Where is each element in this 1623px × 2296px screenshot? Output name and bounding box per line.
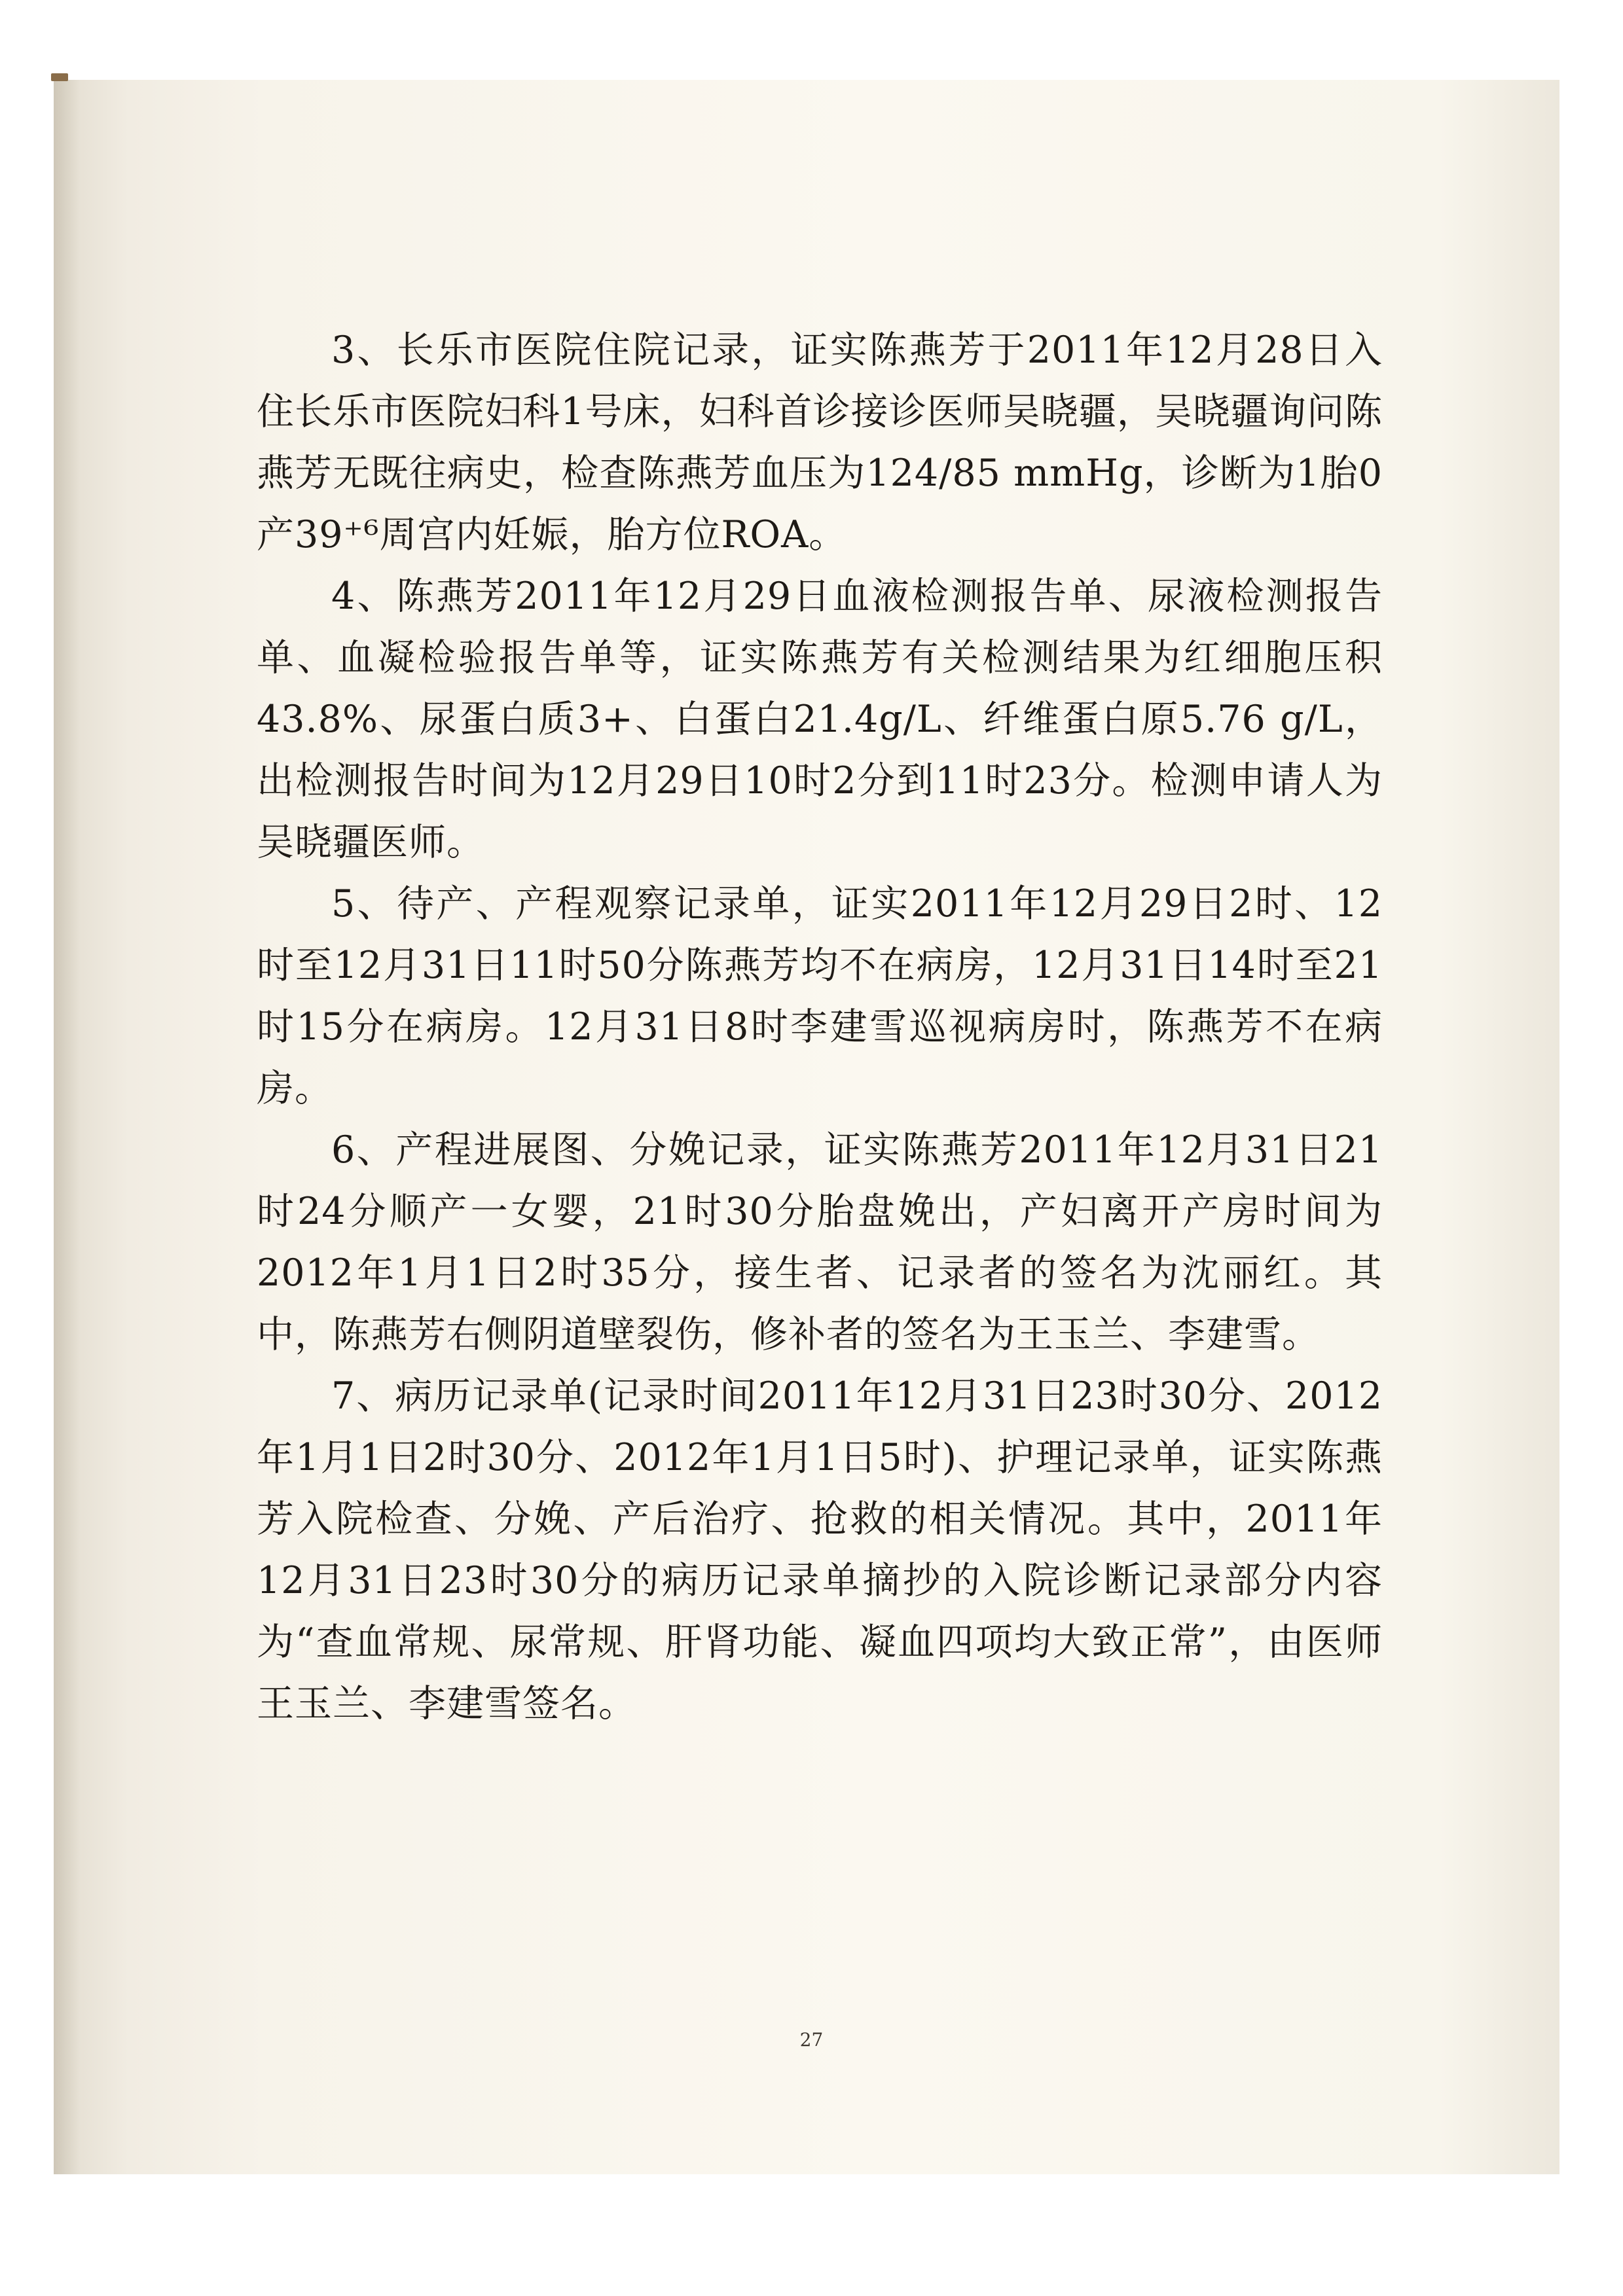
paragraph-3: 3、长乐市医院住院记录，证实陈燕芳于2011年12月28日入住长乐市医院妇科1号床，妇科首诊接诊医师吴晓疆，吴晓疆询问陈燕芳无既往病史，检查陈燕芳血压为124/85 mmHg，诊断为1胎0产39⁺⁶周宫内妊娠，胎方位ROA。 <box>257 329 1383 556</box>
paragraph-7: 7、病历记录单(记录时间2011年12月31日23时30分、2012年1月1日2时30分、2012年1月1日5时)、护理记录单，证实陈燕芳入院检查、分娩、产后治疗、抢救的相关情况。其中，2011年12月31日23时30分的病历记录单摘抄的入院诊断记录部分内容为“查血常规、尿常规、肝肾功能、凝血四项均大致正常”，由医师王玉兰、李建雪签名。 <box>257 1374 1383 1725</box>
page-number: 27 <box>799 2029 824 2051</box>
paragraph-6: 6、产程进展图、分娩记录，证实陈燕芳2011年12月31日21时24分顺产一女婴，21时30分胎盘娩出，产妇离开产房时间为2012年1月1日2时35分，接生者、记录者的签名为沈丽红。其中，陈燕芳右侧阴道壁裂伤，修补者的签名为王玉兰、李建雪。 <box>257 1128 1383 1356</box>
binding-mark <box>51 73 68 81</box>
page-edge-shadow <box>54 80 80 2174</box>
paragraph-4: 4、陈燕芳2011年12月29日血液检测报告单、尿液检测报告单、血凝检验报告单等，证实陈燕芳有关检测结果为红细胞压积43.8%、尿蛋白质3+、白蛋白21.4g/L、纤维蛋白原5.76 g/L，出检测报告时间为12月29日10时2分到11时23分。检测申请人为吴晓疆医师。 <box>257 575 1383 864</box>
paragraph-5: 5、待产、产程观察记录单，证实2011年12月29日2时、12时至12月31日11时50分陈燕芳均不在病房，12月31日14时至21时15分在病房。12月31日8时李建雪巡视病房时，陈燕芳不在病房。 <box>257 882 1383 1110</box>
body-text <box>257 319 1383 1734</box>
